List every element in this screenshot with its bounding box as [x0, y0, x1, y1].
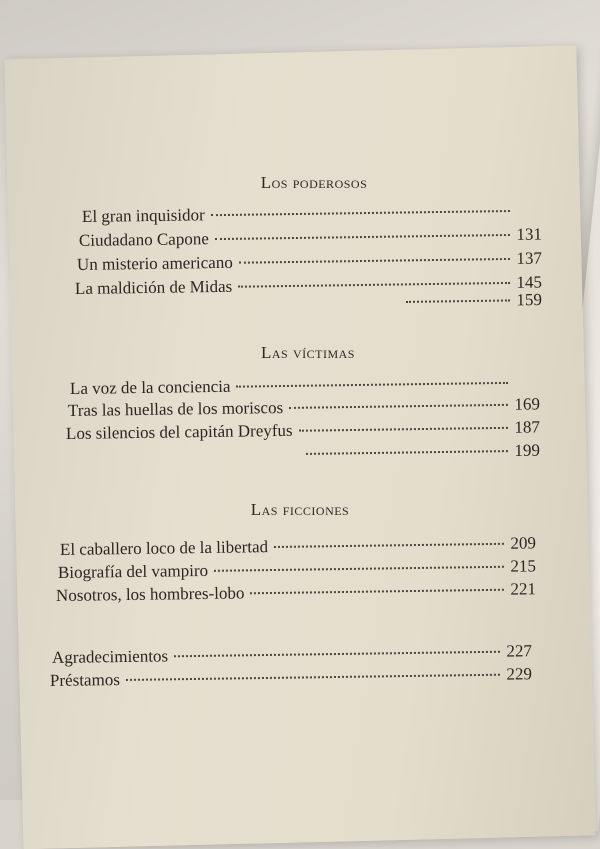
toc-entry: [400, 290, 542, 314]
leader-dots: [306, 450, 508, 455]
leader-dots: [126, 674, 500, 681]
toc-entry-title: Agradecimientos: [52, 646, 168, 668]
toc-entry-page: 159: [516, 290, 542, 310]
leader-dots: [211, 210, 510, 216]
toc-entry-title: Préstamos: [50, 670, 120, 691]
leader-dots: [274, 543, 504, 548]
leader-dots: [406, 299, 510, 302]
toc-entry-page: 145: [516, 272, 542, 292]
leader-dots: [236, 382, 508, 388]
section-heading-ficciones: Las ficciones: [150, 500, 450, 520]
toc-entry-title: La maldición de Midas: [75, 277, 232, 299]
toc-entry-page: 131: [516, 225, 542, 245]
toc-entry-title: El caballero loco de la libertad: [60, 537, 268, 560]
toc-entry-page: 221: [510, 579, 536, 599]
leader-dots: [289, 404, 508, 409]
section-heading-victimas: Las víctimas: [158, 343, 458, 363]
section-heading-poderosos: Los poderosos: [164, 173, 464, 193]
toc-entry-page: 137: [516, 249, 542, 269]
toc-entry-title: Los silencios del capitán Dreyfus: [66, 421, 293, 444]
leader-dots: [174, 651, 500, 658]
toc-entry-page: 187: [514, 417, 540, 437]
leader-dots: [214, 566, 504, 572]
toc-entry: [300, 441, 540, 466]
toc-entry-page: 215: [510, 556, 536, 576]
toc-entry-page: 209: [510, 533, 536, 553]
toc-entry-title: Ciudadano Capone: [79, 229, 209, 251]
leader-dots: [238, 282, 510, 288]
toc-entry-title: El gran inquisidor: [82, 205, 205, 227]
toc-entry-title: La voz de la conciencia: [70, 377, 231, 399]
toc-entry-page: 227: [506, 641, 532, 661]
leader-dots: [239, 258, 510, 264]
toc-entry-title: Un misterio americano: [77, 253, 233, 275]
toc-entry-page: 169: [514, 394, 540, 414]
leader-dots: [299, 427, 508, 432]
toc-entry-page: 199: [514, 441, 540, 461]
leader-dots: [250, 589, 504, 595]
toc-entry-title: Tras las huellas de los moriscos: [68, 398, 283, 421]
toc-entry-title: Nosotros, los hombres-lobo: [56, 583, 245, 606]
leader-dots: [215, 234, 510, 240]
toc-entry-page: 229: [506, 664, 532, 684]
toc-entry-title: Biografía del vampiro: [58, 561, 208, 583]
